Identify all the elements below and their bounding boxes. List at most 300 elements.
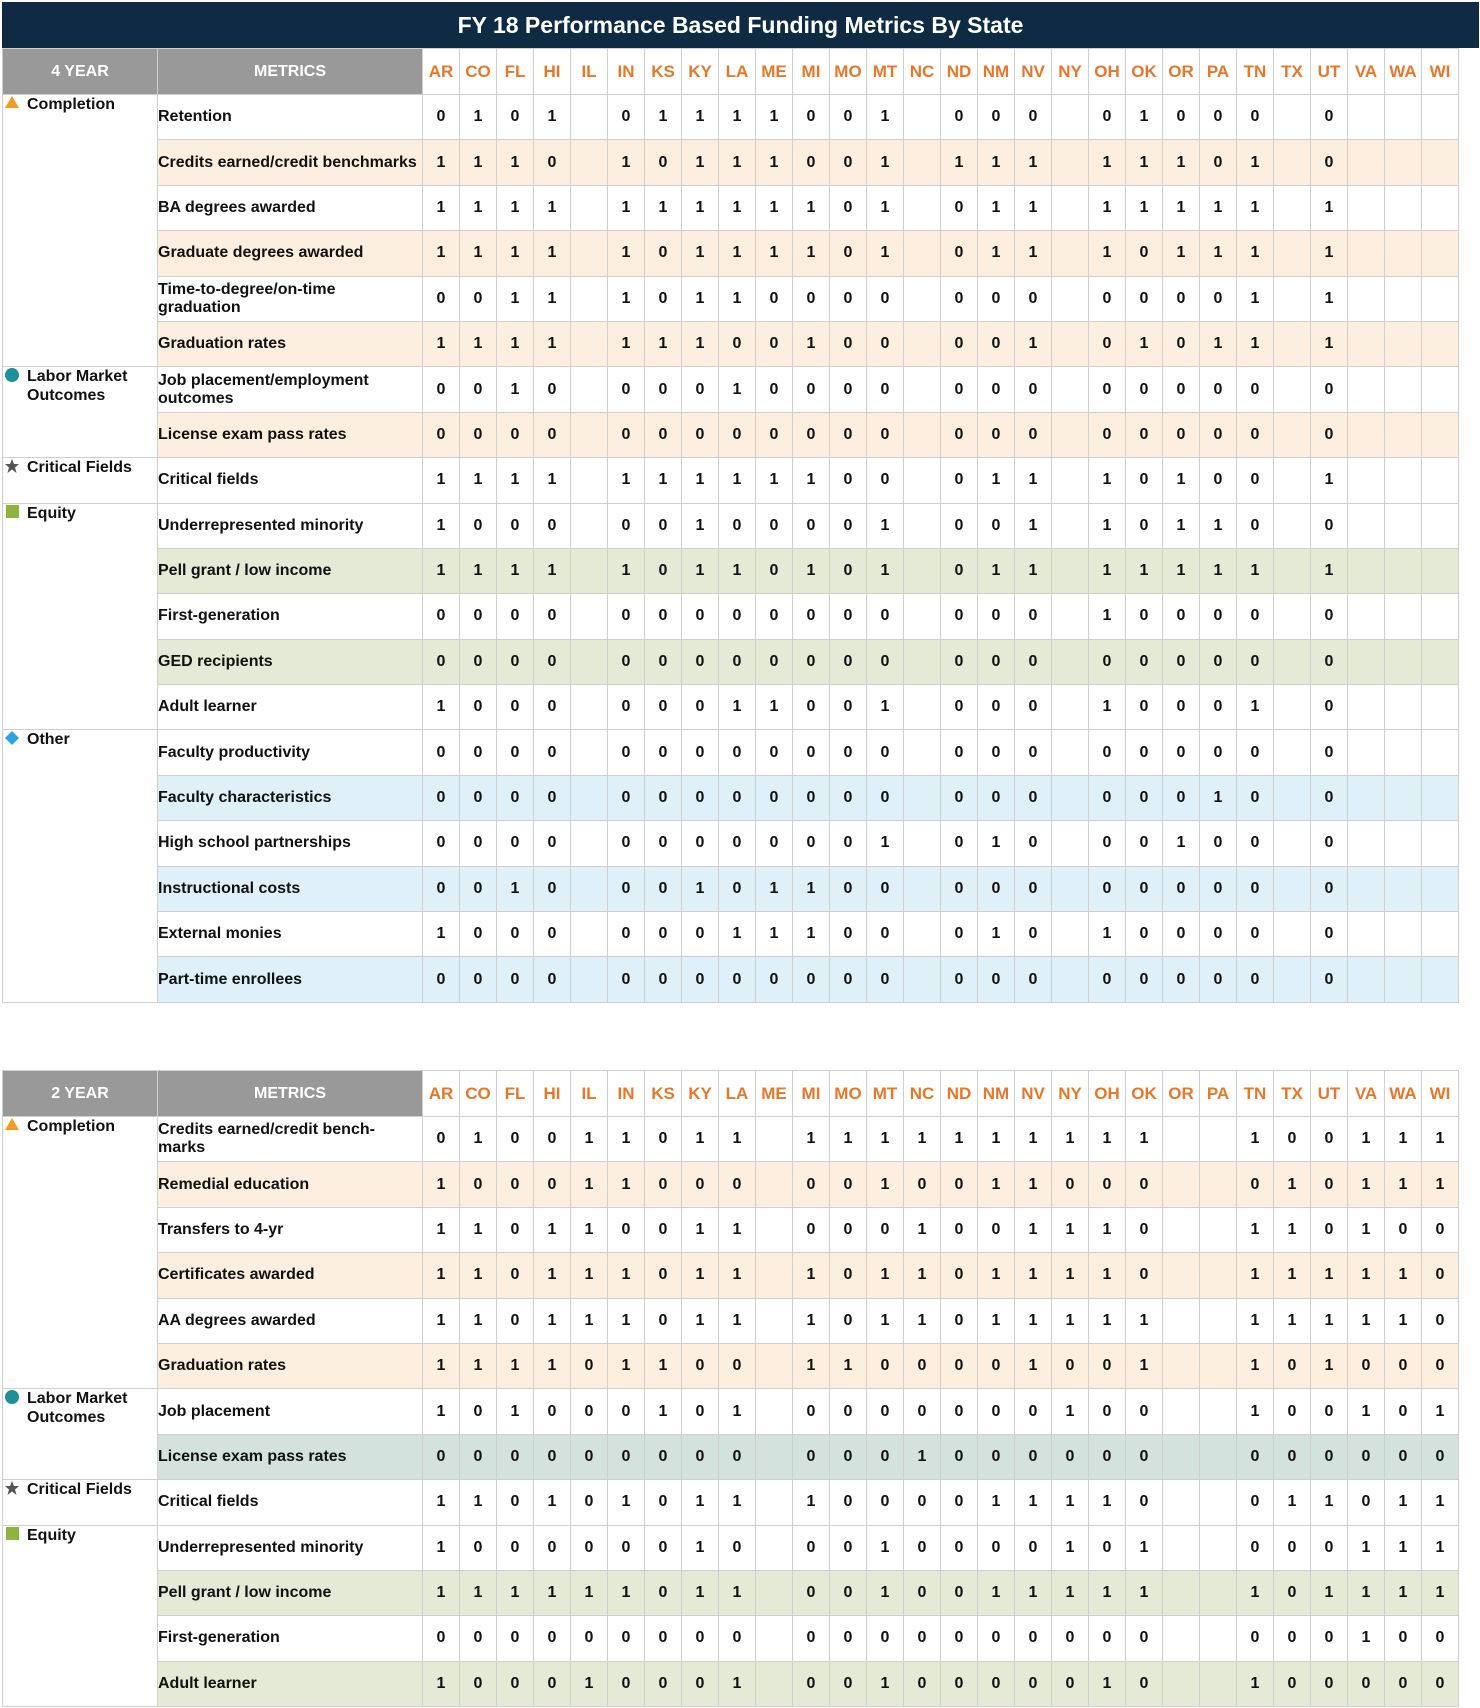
value-cell-mo: 0 — [830, 95, 867, 140]
value-cell-mo: 0 — [830, 140, 867, 185]
value-cell-mt: 1 — [867, 1253, 904, 1298]
value-cell-wa — [1385, 367, 1422, 412]
value-cell-ny — [1052, 231, 1089, 276]
value-cell-ks: 1 — [645, 1389, 682, 1434]
value-cell-mo: 0 — [830, 548, 867, 593]
value-cell-nm: 1 — [978, 458, 1015, 503]
value-cell-ky: 0 — [682, 1162, 719, 1207]
value-cell-pa: 1 — [1200, 775, 1237, 820]
value-cell-ks: 0 — [645, 1117, 682, 1162]
value-cell-nd: 0 — [941, 1570, 978, 1615]
value-cell-wi — [1422, 912, 1459, 957]
value-cell-mo: 0 — [830, 685, 867, 730]
value-cell-nc — [904, 866, 941, 911]
value-cell-ok: 1 — [1126, 321, 1163, 366]
value-cell-fl: 1 — [497, 231, 534, 276]
value-cell-nd: 0 — [941, 458, 978, 503]
value-cell-fl: 0 — [497, 912, 534, 957]
value-cell-wa: 0 — [1385, 1434, 1422, 1479]
value-cell-ky: 0 — [682, 639, 719, 684]
value-cell-la: 0 — [719, 594, 756, 639]
value-cell-ar: 1 — [423, 458, 460, 503]
value-cell-nd: 0 — [941, 503, 978, 548]
value-cell-nc: 0 — [904, 1525, 941, 1570]
state-header-nv: NV — [1015, 1071, 1052, 1117]
table-row — [3, 1661, 1459, 1706]
state-header-il: IL — [571, 49, 608, 95]
value-cell-ny — [1052, 276, 1089, 321]
header-row — [3, 49, 1459, 95]
value-cell-co: 1 — [460, 1253, 497, 1298]
value-cell-in: 0 — [608, 730, 645, 775]
value-cell-pa: 0 — [1200, 912, 1237, 957]
value-cell-va — [1348, 730, 1385, 775]
value-cell-or: 0 — [1163, 775, 1200, 820]
state-header-wi: WI — [1422, 1071, 1459, 1117]
value-cell-pa: 1 — [1200, 231, 1237, 276]
value-cell-tx — [1274, 866, 1311, 911]
state-header-va: VA — [1348, 1071, 1385, 1117]
value-cell-mi: 1 — [793, 912, 830, 957]
value-cell-nm: 0 — [978, 866, 1015, 911]
value-cell-il: 0 — [571, 1389, 608, 1434]
value-cell-me: 0 — [756, 412, 793, 457]
value-cell-in: 1 — [608, 1253, 645, 1298]
value-cell-wi — [1422, 276, 1459, 321]
value-cell-nv: 0 — [1015, 1434, 1052, 1479]
value-cell-il: 1 — [571, 1253, 608, 1298]
value-cell-co: 0 — [460, 639, 497, 684]
value-cell-oh: 0 — [1089, 730, 1126, 775]
value-cell-oh: 0 — [1089, 367, 1126, 412]
value-cell-or — [1163, 1207, 1200, 1252]
state-header-mo: MO — [830, 1071, 867, 1117]
value-cell-pa — [1200, 1207, 1237, 1252]
category-label: Equity — [27, 504, 76, 522]
value-cell-mi: 0 — [793, 412, 830, 457]
value-cell-va — [1348, 503, 1385, 548]
metric-label: High school partnerships — [158, 821, 423, 866]
value-cell-fl: 1 — [497, 185, 534, 230]
value-cell-va: 1 — [1348, 1525, 1385, 1570]
value-cell-me — [756, 1162, 793, 1207]
value-cell-oh: 0 — [1089, 957, 1126, 1002]
value-cell-ok: 0 — [1126, 1434, 1163, 1479]
value-cell-pa — [1200, 1570, 1237, 1615]
state-header-ut: UT — [1311, 1071, 1348, 1117]
value-cell-la: 1 — [719, 1389, 756, 1434]
value-cell-ny — [1052, 821, 1089, 866]
value-cell-in: 0 — [608, 503, 645, 548]
value-cell-in: 1 — [608, 185, 645, 230]
table-row — [3, 730, 1459, 775]
value-cell-wa — [1385, 685, 1422, 730]
value-cell-la: 0 — [719, 730, 756, 775]
value-cell-tx — [1274, 140, 1311, 185]
value-cell-nd: 0 — [941, 412, 978, 457]
value-cell-tn: 1 — [1237, 140, 1274, 185]
value-cell-or — [1163, 1253, 1200, 1298]
value-cell-hi: 0 — [534, 912, 571, 957]
value-cell-ut: 0 — [1311, 1162, 1348, 1207]
value-cell-ut: 1 — [1311, 1298, 1348, 1343]
value-cell-tn: 0 — [1237, 412, 1274, 457]
value-cell-oh: 1 — [1089, 1253, 1126, 1298]
metric-label: GED recipients — [158, 639, 423, 684]
value-cell-ks: 0 — [645, 548, 682, 593]
value-cell-tn: 0 — [1237, 639, 1274, 684]
value-cell-me: 0 — [756, 957, 793, 1002]
value-cell-wa — [1385, 730, 1422, 775]
value-cell-wi — [1422, 548, 1459, 593]
value-cell-nc: 0 — [904, 1343, 941, 1388]
value-cell-co: 0 — [460, 821, 497, 866]
value-cell-ny: 1 — [1052, 1389, 1089, 1434]
value-cell-nc: 1 — [904, 1434, 941, 1479]
table-row — [3, 1117, 1459, 1162]
value-cell-ny: 1 — [1052, 1117, 1089, 1162]
triangle-icon — [3, 95, 21, 114]
value-cell-ky: 1 — [682, 95, 719, 140]
value-cell-ut: 0 — [1311, 957, 1348, 1002]
page-title-text: FY 18 Performance Based Funding Metrics By State — [457, 11, 1024, 38]
value-cell-co: 1 — [460, 185, 497, 230]
value-cell-mt: 0 — [867, 1434, 904, 1479]
state-header-nd: ND — [941, 1071, 978, 1117]
value-cell-in: 1 — [608, 1298, 645, 1343]
value-cell-mo: 0 — [830, 1661, 867, 1706]
value-cell-tx: 0 — [1274, 1661, 1311, 1706]
value-cell-mo: 0 — [830, 957, 867, 1002]
header-category: 4 YEAR — [3, 49, 158, 95]
metric-label: Certificates awarded — [158, 1253, 423, 1298]
state-header-ks: KS — [645, 1071, 682, 1117]
value-cell-oh: 0 — [1089, 1162, 1126, 1207]
value-cell-co: 0 — [460, 1525, 497, 1570]
value-cell-nm: 1 — [978, 1480, 1015, 1525]
value-cell-ar: 1 — [423, 1525, 460, 1570]
value-cell-oh: 0 — [1089, 95, 1126, 140]
value-cell-mi: 1 — [793, 185, 830, 230]
value-cell-nd: 0 — [941, 548, 978, 593]
value-cell-wa: 0 — [1385, 1389, 1422, 1434]
value-cell-fl: 1 — [497, 866, 534, 911]
value-cell-hi: 0 — [534, 412, 571, 457]
value-cell-oh: 1 — [1089, 548, 1126, 593]
value-cell-me — [756, 1434, 793, 1479]
value-cell-oh: 1 — [1089, 231, 1126, 276]
value-cell-tn: 1 — [1237, 685, 1274, 730]
state-header-me: ME — [756, 49, 793, 95]
value-cell-ny — [1052, 866, 1089, 911]
value-cell-tn: 0 — [1237, 1480, 1274, 1525]
value-cell-co: 0 — [460, 1661, 497, 1706]
value-cell-mi: 0 — [793, 1661, 830, 1706]
value-cell-nd: 0 — [941, 912, 978, 957]
metric-label: Pell grant / low income — [158, 1570, 423, 1615]
value-cell-la: 1 — [719, 231, 756, 276]
state-header-hi: HI — [534, 1071, 571, 1117]
value-cell-or — [1163, 1434, 1200, 1479]
value-cell-pa — [1200, 1434, 1237, 1479]
value-cell-nc: 1 — [904, 1253, 941, 1298]
value-cell-nv: 0 — [1015, 276, 1052, 321]
value-cell-wi — [1422, 458, 1459, 503]
value-cell-in: 0 — [608, 685, 645, 730]
value-cell-tx — [1274, 95, 1311, 140]
value-cell-nd: 1 — [941, 1117, 978, 1162]
value-cell-oh: 1 — [1089, 912, 1126, 957]
diamond-icon — [3, 730, 21, 751]
value-cell-mo: 0 — [830, 594, 867, 639]
value-cell-ar: 1 — [423, 548, 460, 593]
value-cell-mo: 0 — [830, 1525, 867, 1570]
value-cell-co: 0 — [460, 775, 497, 820]
value-cell-ny: 0 — [1052, 1162, 1089, 1207]
value-cell-fl: 0 — [497, 1616, 534, 1661]
value-cell-nm: 0 — [978, 276, 1015, 321]
value-cell-ok: 0 — [1126, 912, 1163, 957]
metric-label: Credits earned/credit benchmarks — [158, 140, 423, 185]
value-cell-nv: 0 — [1015, 639, 1052, 684]
value-cell-nc — [904, 957, 941, 1002]
value-cell-wi: 1 — [1422, 1480, 1459, 1525]
value-cell-nc: 0 — [904, 1661, 941, 1706]
value-cell-nm: 0 — [978, 1525, 1015, 1570]
value-cell-ut: 0 — [1311, 775, 1348, 820]
value-cell-mi: 0 — [793, 821, 830, 866]
table-row — [3, 412, 1459, 457]
state-header-tn: TN — [1237, 1071, 1274, 1117]
value-cell-mo: 0 — [830, 1298, 867, 1343]
value-cell-me — [756, 1525, 793, 1570]
value-cell-ok: 1 — [1126, 1117, 1163, 1162]
value-cell-tn: 1 — [1237, 548, 1274, 593]
value-cell-ky: 0 — [682, 730, 719, 775]
value-cell-nd: 1 — [941, 140, 978, 185]
value-cell-nd: 0 — [941, 367, 978, 412]
value-cell-fl: 1 — [497, 276, 534, 321]
value-cell-mo: 0 — [830, 775, 867, 820]
value-cell-mi: 1 — [793, 1117, 830, 1162]
value-cell-ar: 1 — [423, 231, 460, 276]
value-cell-me: 0 — [756, 548, 793, 593]
value-cell-nv: 0 — [1015, 866, 1052, 911]
value-cell-ks: 0 — [645, 912, 682, 957]
value-cell-tx — [1274, 639, 1311, 684]
value-cell-me: 0 — [756, 503, 793, 548]
value-cell-ar: 1 — [423, 912, 460, 957]
state-header-fl: FL — [497, 49, 534, 95]
value-cell-nv: 1 — [1015, 1298, 1052, 1343]
value-cell-ut: 0 — [1311, 1434, 1348, 1479]
value-cell-va: 0 — [1348, 1661, 1385, 1706]
value-cell-mt: 1 — [867, 1298, 904, 1343]
value-cell-la: 1 — [719, 1253, 756, 1298]
value-cell-il: 1 — [571, 1162, 608, 1207]
value-cell-ky: 0 — [682, 1389, 719, 1434]
value-cell-tn: 1 — [1237, 1389, 1274, 1434]
metric-label: Graduation rates — [158, 321, 423, 366]
value-cell-ny: 1 — [1052, 1207, 1089, 1252]
value-cell-ar: 0 — [423, 957, 460, 1002]
value-cell-nd: 0 — [941, 1389, 978, 1434]
value-cell-tx — [1274, 185, 1311, 230]
value-cell-wa — [1385, 185, 1422, 230]
value-cell-me: 0 — [756, 821, 793, 866]
value-cell-ks: 0 — [645, 231, 682, 276]
value-cell-ky: 1 — [682, 1570, 719, 1615]
value-cell-in: 0 — [608, 1207, 645, 1252]
value-cell-nv: 0 — [1015, 912, 1052, 957]
value-cell-ut: 0 — [1311, 730, 1348, 775]
value-cell-wi: 1 — [1422, 1162, 1459, 1207]
value-cell-nv: 0 — [1015, 685, 1052, 730]
value-cell-pa: 1 — [1200, 503, 1237, 548]
value-cell-ks: 0 — [645, 1207, 682, 1252]
value-cell-nc — [904, 503, 941, 548]
value-cell-mt: 1 — [867, 821, 904, 866]
value-cell-mo: 0 — [830, 185, 867, 230]
value-cell-nd: 0 — [941, 821, 978, 866]
value-cell-ut: 0 — [1311, 912, 1348, 957]
value-cell-nm: 1 — [978, 231, 1015, 276]
value-cell-fl: 1 — [497, 367, 534, 412]
table-row — [3, 594, 1459, 639]
value-cell-tn: 0 — [1237, 458, 1274, 503]
value-cell-ar: 1 — [423, 1207, 460, 1252]
value-cell-nv: 1 — [1015, 140, 1052, 185]
value-cell-mi: 1 — [793, 548, 830, 593]
value-cell-pa: 1 — [1200, 548, 1237, 593]
metric-label: Adult learner — [158, 1661, 423, 1706]
value-cell-ky: 1 — [682, 140, 719, 185]
value-cell-nv: 1 — [1015, 458, 1052, 503]
value-cell-ks: 0 — [645, 730, 682, 775]
value-cell-ky: 1 — [682, 231, 719, 276]
value-cell-va: 1 — [1348, 1253, 1385, 1298]
value-cell-co: 1 — [460, 1480, 497, 1525]
value-cell-ks: 0 — [645, 1525, 682, 1570]
value-cell-tx: 1 — [1274, 1253, 1311, 1298]
value-cell-fl: 0 — [497, 412, 534, 457]
value-cell-il — [571, 912, 608, 957]
value-cell-la: 0 — [719, 1434, 756, 1479]
value-cell-nc — [904, 912, 941, 957]
value-cell-il — [571, 95, 608, 140]
value-cell-mo: 0 — [830, 1389, 867, 1434]
value-cell-fl: 0 — [497, 1525, 534, 1570]
value-cell-ks: 1 — [645, 95, 682, 140]
value-cell-fl: 0 — [497, 685, 534, 730]
value-cell-co: 0 — [460, 912, 497, 957]
value-cell-nd: 0 — [941, 231, 978, 276]
metric-label: AA degrees awarded — [158, 1298, 423, 1343]
value-cell-ny: 1 — [1052, 1525, 1089, 1570]
metric-label: Job placement/employment outcomes — [158, 367, 423, 412]
value-cell-oh: 0 — [1089, 276, 1126, 321]
value-cell-mt: 0 — [867, 1616, 904, 1661]
category-cell — [3, 1389, 158, 1480]
value-cell-nd: 0 — [941, 1661, 978, 1706]
value-cell-nc — [904, 412, 941, 457]
value-cell-tx — [1274, 821, 1311, 866]
value-cell-ok: 1 — [1126, 1298, 1163, 1343]
value-cell-pa — [1200, 1343, 1237, 1388]
value-cell-wa: 1 — [1385, 1525, 1422, 1570]
state-header-mi: MI — [793, 1071, 830, 1117]
value-cell-va: 1 — [1348, 1389, 1385, 1434]
value-cell-fl: 0 — [497, 1162, 534, 1207]
value-cell-ut: 0 — [1311, 1117, 1348, 1162]
value-cell-ar: 1 — [423, 685, 460, 730]
value-cell-ky: 1 — [682, 1298, 719, 1343]
value-cell-nd: 0 — [941, 730, 978, 775]
table-row — [3, 185, 1459, 230]
value-cell-wa — [1385, 775, 1422, 820]
table-row — [3, 367, 1459, 412]
value-cell-co: 0 — [460, 730, 497, 775]
value-cell-ar: 1 — [423, 1162, 460, 1207]
value-cell-ny — [1052, 321, 1089, 366]
value-cell-or: 0 — [1163, 639, 1200, 684]
value-cell-mt: 1 — [867, 1525, 904, 1570]
value-cell-me: 0 — [756, 730, 793, 775]
value-cell-oh: 1 — [1089, 503, 1126, 548]
value-cell-il — [571, 231, 608, 276]
value-cell-fl: 0 — [497, 1207, 534, 1252]
value-cell-pa: 0 — [1200, 685, 1237, 730]
value-cell-nv: 0 — [1015, 730, 1052, 775]
table-row — [3, 1525, 1459, 1570]
value-cell-nc — [904, 594, 941, 639]
value-cell-oh: 0 — [1089, 639, 1126, 684]
value-cell-in: 1 — [608, 1117, 645, 1162]
state-header-ar: AR — [423, 1071, 460, 1117]
value-cell-pa: 0 — [1200, 639, 1237, 684]
value-cell-tx — [1274, 685, 1311, 730]
value-cell-ut: 0 — [1311, 594, 1348, 639]
value-cell-la: 1 — [719, 685, 756, 730]
value-cell-wi: 1 — [1422, 1525, 1459, 1570]
value-cell-oh: 0 — [1089, 775, 1126, 820]
value-cell-nc: 0 — [904, 1570, 941, 1615]
state-header-co: CO — [460, 1071, 497, 1117]
value-cell-co: 0 — [460, 1162, 497, 1207]
value-cell-wi: 0 — [1422, 1434, 1459, 1479]
value-cell-ar: 0 — [423, 1434, 460, 1479]
value-cell-la: 0 — [719, 321, 756, 366]
value-cell-mi: 0 — [793, 775, 830, 820]
value-cell-mo: 1 — [830, 1117, 867, 1162]
value-cell-ok: 0 — [1126, 866, 1163, 911]
value-cell-ok: 0 — [1126, 503, 1163, 548]
value-cell-mt: 0 — [867, 730, 904, 775]
state-header-pa: PA — [1200, 1071, 1237, 1117]
value-cell-fl: 0 — [497, 639, 534, 684]
value-cell-co: 0 — [460, 503, 497, 548]
value-cell-va — [1348, 412, 1385, 457]
value-cell-wi — [1422, 594, 1459, 639]
value-cell-fl: 1 — [497, 458, 534, 503]
value-cell-ar: 0 — [423, 730, 460, 775]
value-cell-mt: 0 — [867, 957, 904, 1002]
value-cell-in: 0 — [608, 95, 645, 140]
value-cell-va — [1348, 276, 1385, 321]
value-cell-la: 0 — [719, 503, 756, 548]
value-cell-ut: 1 — [1311, 231, 1348, 276]
value-cell-la: 1 — [719, 367, 756, 412]
